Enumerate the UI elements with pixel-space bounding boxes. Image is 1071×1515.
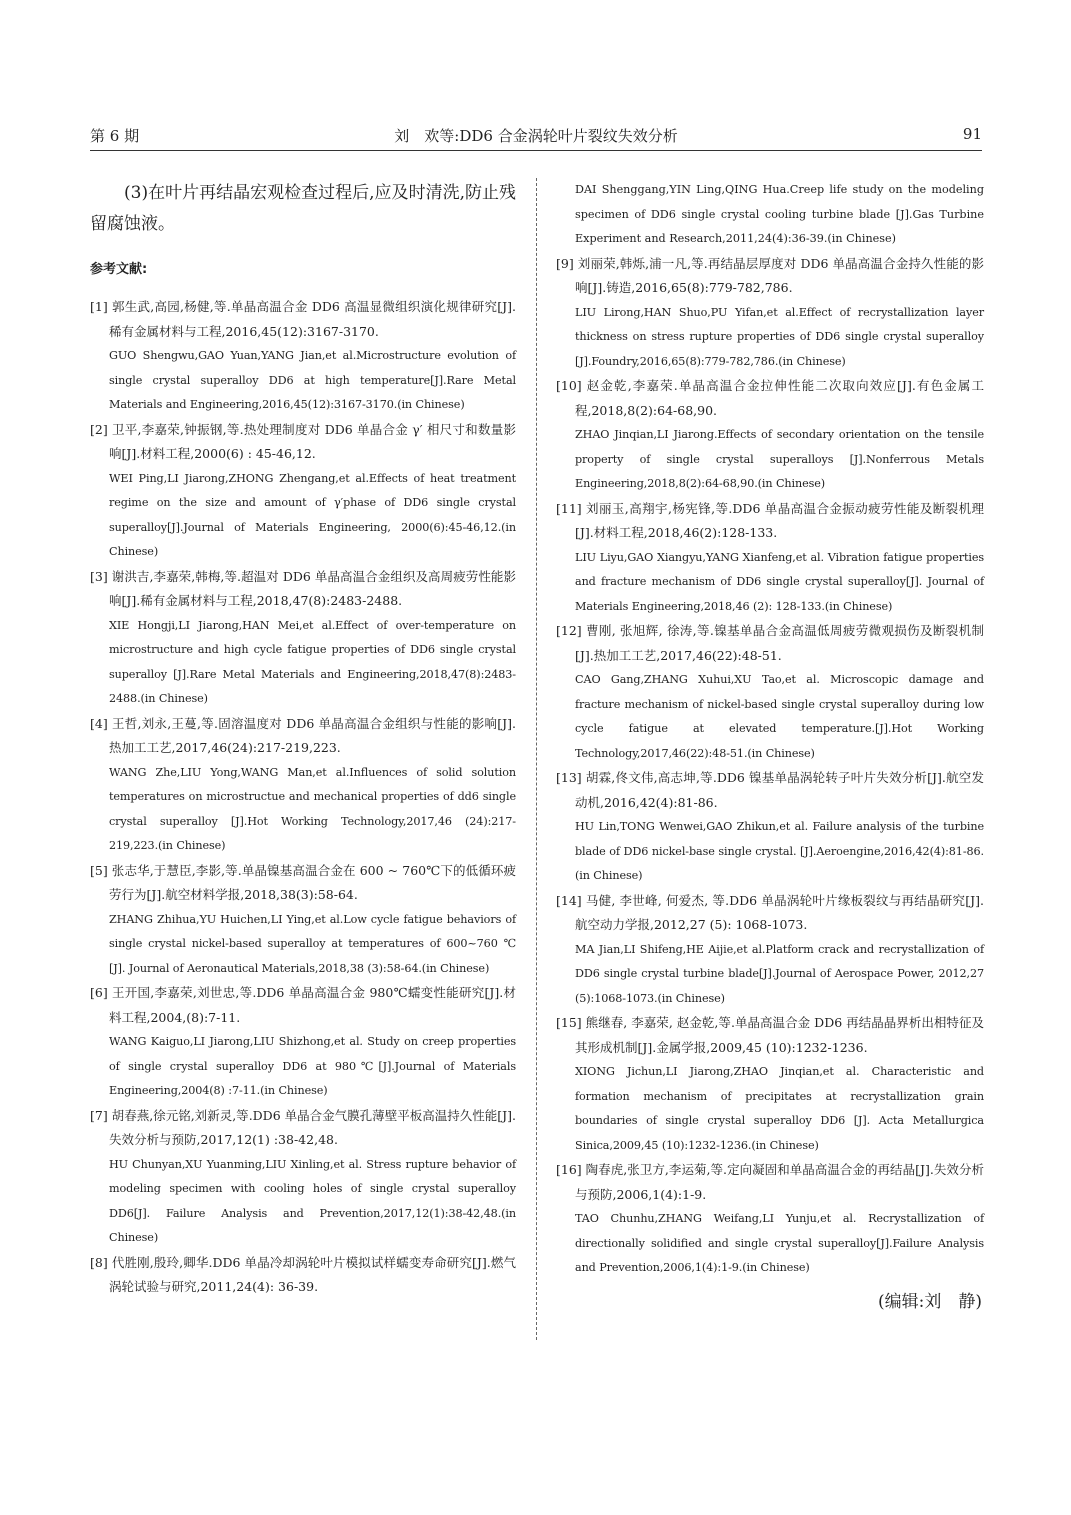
reference-item xyxy=(90,565,516,712)
reference-english: HU Chunyan,XU Yuanming,LIU Xinling,et al. Stress rupture behavior of modeling specimen with cooling holes of single crystal superalloy DD6[J]. Failure Analysis and Prevention,2017,12(1):38-42,48.(in Chinese) xyxy=(109,1157,516,1244)
running-title: 刘 欢等:DD6 合金涡轮叶片裂纹失效分析 xyxy=(394,127,678,145)
reference-item xyxy=(556,1011,984,1158)
reference-item xyxy=(556,1158,984,1281)
references-heading: 参考文献: xyxy=(90,262,148,277)
reference-chinese: [3] 谢洪吉,李嘉荣,韩梅,等.超温对 DD6 单晶高温合金组织及高周疲劳性能影响[J].稀有金属材料与工程,2018,47(8):2483-2488. xyxy=(90,568,516,608)
reference-item xyxy=(90,295,516,418)
reference-item xyxy=(556,374,984,497)
reference-english: CAO Gang,ZHANG Xuhui,XU Tao,et al. Microscopic damage and fracture mechanism of nickel-based single crystal superalloy during low cycle fatigue at elevated temperature.[J].Hot Working Technology,2017,46(22):48-51.(in Chinese) xyxy=(575,673,984,760)
issue-number: 第 6 期 xyxy=(90,127,140,145)
reference-chinese: [6] 王开国,李嘉荣,刘世忠,等.DD6 单晶高温合金 980℃蠕变性能研究[J].材料工程,2004,(8):7-11. xyxy=(90,985,516,1025)
reference-english: ZHAO Jinqian,LI Jiarong.Effects of secondary orientation on the tensile property of single crystal superalloys [J].Nonferrous Metals Engineering,2018,8(2):64-68,90.(in Chinese) xyxy=(575,428,984,490)
reference-english: TAO Chunhu,ZHANG Weifang,LI Yunju,et al. Recrystallization of directionally solidified and single crystal superalloy[J].Failure Analysis and Prevention,2006,1(4):1-9.(in Chinese) xyxy=(575,1212,984,1274)
right-column xyxy=(556,178,984,1312)
reference-english: WANG Kaiguo,LI Jiarong,LIU Shizhong,et al. Study on creep properties of single crystal superalloy DD6 at 980℃[J].Journal of Materials Engineering,2004(8) :7-11.(in Chinese) xyxy=(109,1035,516,1097)
editor-credit: (编辑:刘 静) xyxy=(878,1291,982,1312)
reference-chinese: [10] 赵金乾,李嘉荣.单晶高温合金拉伸性能二次取向效应[J].有色金属工程,2018,8(2):64-68,90. xyxy=(556,378,984,418)
reference-chinese: [9] 刘丽荣,韩烁,浦一凡,等.再结晶层厚度对 DD6 单晶高温合金持久性能的影响[J].铸造,2016,65(8):779-782,786. xyxy=(556,255,984,295)
reference-item xyxy=(90,859,516,982)
reference-chinese: [4] 王哲,刘永,王蔓,等.固溶温度对 DD6 单晶高温合金组织与性能的影响[J].热加工工艺,2017,46(24):217-219,223. xyxy=(90,715,516,755)
reference-english: HU Lin,TONG Wenwei,GAO Zhikun,et al. Failure analysis of the turbine blade of DD6 nickel-base single crystal. [J].Aeroengine,2016,42(4):81-86.(in Chinese) xyxy=(575,820,984,882)
reference-item xyxy=(90,1104,516,1251)
reference-english: GUO Shengwu,GAO Yuan,YANG Jian,et al.Microstructure evolution of single crystal superalloy DD6 at high temperature[J].Rare Metal Materials and Engineering,2016,45(12):3167-3170.(in Chinese) xyxy=(109,349,516,411)
reference-chinese: [12] 曹刚, 张旭辉, 徐涛,等.镍基单晶合金高温低周疲劳微观损伤及断裂机制[J].热加工工艺,2017,46(22):48-51. xyxy=(556,623,984,663)
reference-chinese: [8] 代胜刚,殷玲,卿华.DD6 单晶冷却涡轮叶片模拟试样蠕变寿命研究[J].燃气涡轮试验与研究,2011,24(4): 36-39. xyxy=(90,1254,516,1294)
reference-item xyxy=(90,418,516,565)
page-number: 91 xyxy=(962,125,982,143)
reference-item xyxy=(556,252,984,375)
reference-english: LIU Lirong,HAN Shuo,PU Yifan,et al.Effect of recrystallization layer thickness on stress rupture properties of DD6 single crystal superalloy [J].Foundry,2016,65(8):779-782,786.(in Chinese) xyxy=(575,305,984,368)
conclusion-paragraph: (3)在叶片再结晶宏观检查过程后,应及时清洗,防止残留腐蚀液。 xyxy=(90,183,516,234)
left-column xyxy=(90,178,516,1300)
reference-chinese: [5] 张志华,于慧臣,李影,等.单晶镍基高温合金在 600 ~ 760℃下的低循环疲劳行为[J].航空材料学报,2018,38(3):58-64. xyxy=(90,862,516,902)
reference-item xyxy=(556,619,984,766)
header-rule xyxy=(90,150,982,151)
reference-english: ZHANG Zhihua,YU Huichen,LI Ying,et al.Low cycle fatigue behaviors of single crystal nickel-based superalloy at temperatures of 600~760 ℃ [J]. Journal of Aeronautical Materials,2018,38 (3):58-64.(in Chinese) xyxy=(109,912,516,975)
reference-chinese: [11] 刘丽玉,高翔宇,杨宪锋,等.DD6 单晶高温合金振动疲劳性能及断裂机理[J].材料工程,2018,46(2):128-133. xyxy=(556,500,984,540)
reference-chinese: [16] 陶春虎,张卫方,李运菊,等.定向凝固和单晶高温合金的再结晶[J].失效分析与预防,2006,1(4):1-9. xyxy=(556,1162,984,1202)
reference-chinese: [14] 马健, 李世峰, 何爱杰, 等.DD6 单晶涡轮叶片缘板裂纹与再结晶研究[J].航空动力学报,2012,27 (5): 1068-1073. xyxy=(556,892,984,932)
reference-english: XIE Hongji,LI Jiarong,HAN Mei,et al.Effect of over-temperature on microstructure and high cycle fatigue properties of DD6 single crystal superalloy [J].Rare Metal Materials and Engineering,2018,47(8):2483-2488.(in Chinese) xyxy=(109,618,516,705)
reference-english: LIU Liyu,GAO Xiangyu,YANG Xianfeng,et al. Vibration fatigue properties and fracture mechanism of DD6 single crystal superalloy[J]. Journal of Materials Engineering,2018,46 (2): 128-133.(in Chinese) xyxy=(575,550,984,613)
reference-item xyxy=(556,497,984,620)
reference-english: WEI Ping,LI Jiarong,ZHONG Zhengang,et al.Effects of heat treatment regime on the size and amount of γ′phase of DD6 single crystal superalloy[J].Journal of Materials Engineering, 2000(6):45-46,12.(in Chinese) xyxy=(109,471,516,558)
reference-english: MA Jian,LI Shifeng,HE Aijie,et al.Platform crack and recrystallization of DD6 single crystal turbine blade[J].Journal of Aerospace Power, 2012,27 (5):1068-1073.(in Chinese) xyxy=(575,942,984,1005)
reference-english: XIONG Jichun,LI Jiarong,ZHAO Jinqian,et al. Characteristic and formation mechanism of precipitates at recrystallization grain boundaries of single crystal superalloy DD6 [J]. Acta Metallurgica Sinica,2009,45 (10):1232-1236.(in Chinese) xyxy=(575,1065,984,1152)
reference-item xyxy=(556,766,984,889)
reference-english-continuation: DAI Shenggang,YIN Ling,QING Hua.Creep life study on the modeling specimen of DD6 single crystal cooling turbine blade [J].Gas Turbine Experiment and Research,2011,24(4):36-39.(in Chinese) xyxy=(575,183,984,245)
reference-chinese: [2] 卫平,李嘉荣,钟振钢,等.热处理制度对 DD6 单晶合金 γ′ 相尺寸和数量影响[J].材料工程,2000(6) : 45-46,12. xyxy=(90,421,516,461)
reference-item xyxy=(90,1251,516,1300)
reference-english: WANG Zhe,LIU Yong,WANG Man,et al.Influences of solid solution temperatures on microstructue and mechanical properties of dd6 single crystal superalloy [J].Hot Working Technology,2017,46 (24):217-219,223.(in Chinese) xyxy=(109,765,516,852)
column-divider xyxy=(536,178,537,1340)
running-header xyxy=(90,125,982,149)
reference-chinese: [13] 胡霖,佟文伟,高志坤,等.DD6 镍基单晶涡轮转子叶片失效分析[J].航空发动机,2016,42(4):81-86. xyxy=(556,770,984,810)
reference-chinese: [1] 郭生武,高园,杨健,等.单晶高温合金 DD6 高温显微组织演化规律研究[J].稀有金属材料与工程,2016,45(12):3167-3170. xyxy=(90,299,516,339)
reference-chinese: [7] 胡春燕,徐元铭,刘新灵,等.DD6 单晶合金气膜孔薄壁平板高温持久性能[J].失效分析与预防,2017,12(1) :38-42,48. xyxy=(90,1107,516,1147)
reference-item xyxy=(90,712,516,859)
reference-chinese: [15] 熊继春, 李嘉荣, 赵金乾,等.单晶高温合金 DD6 再结晶晶界析出相特征及其形成机制[J].金属学报,2009,45 (10):1232-1236. xyxy=(556,1015,984,1055)
reference-item xyxy=(90,981,516,1104)
reference-item xyxy=(556,889,984,1012)
